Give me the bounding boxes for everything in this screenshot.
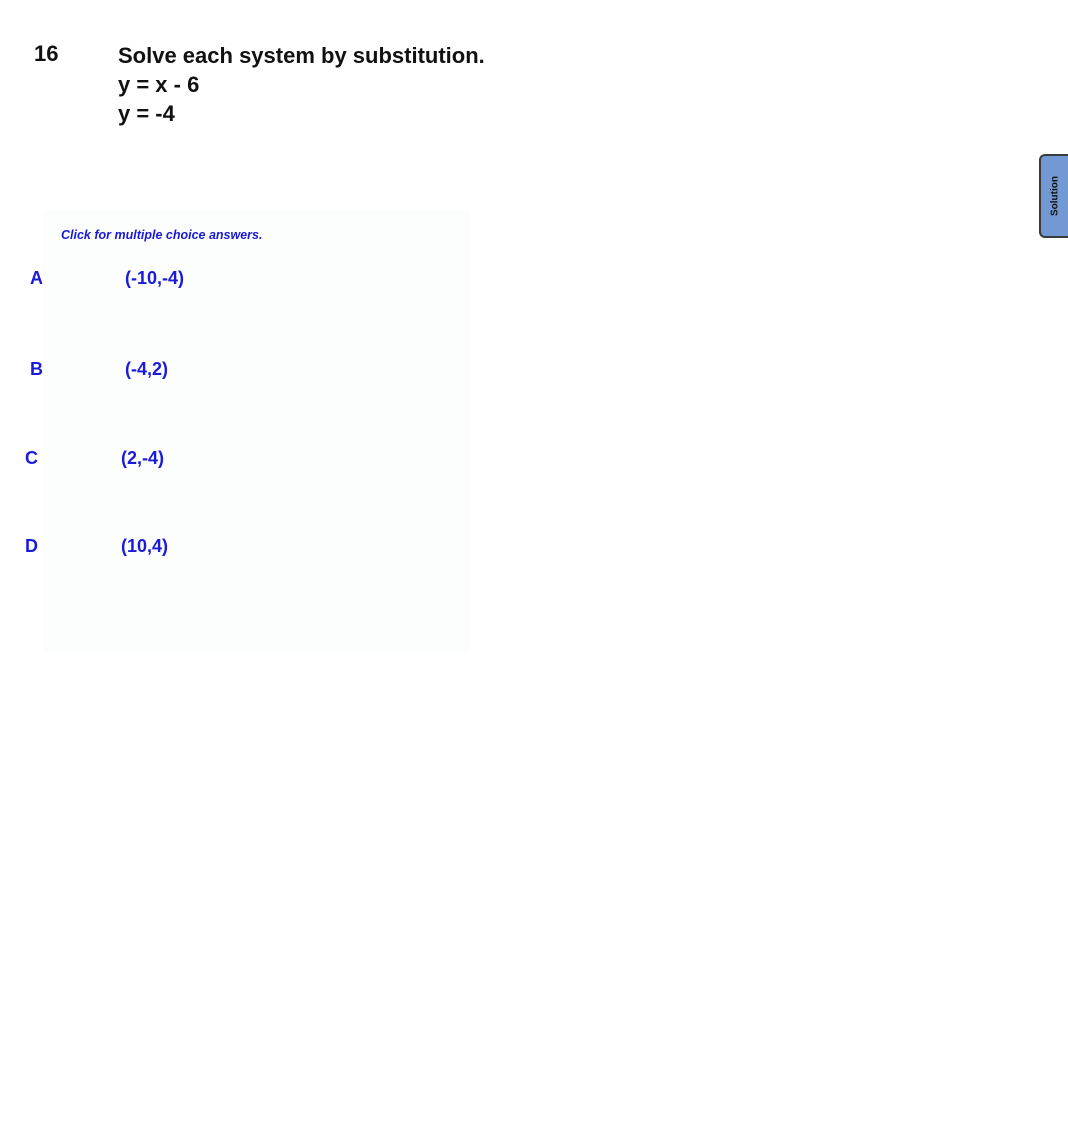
choice-letter-a: A: [30, 268, 43, 288]
choice-letter-c: C: [25, 448, 38, 468]
question-text: [118, 41, 485, 128]
choice-answer-d[interactable]: (10,4): [121, 536, 169, 556]
equation-1: y = x - 6: [118, 72, 200, 97]
solution-tab-label: Solution: [1049, 176, 1060, 216]
choice-answer-a[interactable]: (-10,-4): [125, 268, 185, 288]
question-number: 16: [34, 41, 59, 66]
choice-letter-d: D: [25, 536, 38, 556]
equation-2: y = -4: [118, 101, 175, 126]
question-prompt: Solve each system by substitution.: [118, 43, 485, 68]
choice-answer-c[interactable]: (2,-4): [121, 448, 165, 468]
choice-answer-b[interactable]: (-4,2): [125, 359, 169, 379]
choice-letter-b: B: [30, 359, 43, 379]
solution-tab[interactable]: [1039, 154, 1068, 238]
choices-panel[interactable]: [43, 210, 470, 652]
choices-hint[interactable]: Click for multiple choice answers.: [61, 228, 263, 242]
